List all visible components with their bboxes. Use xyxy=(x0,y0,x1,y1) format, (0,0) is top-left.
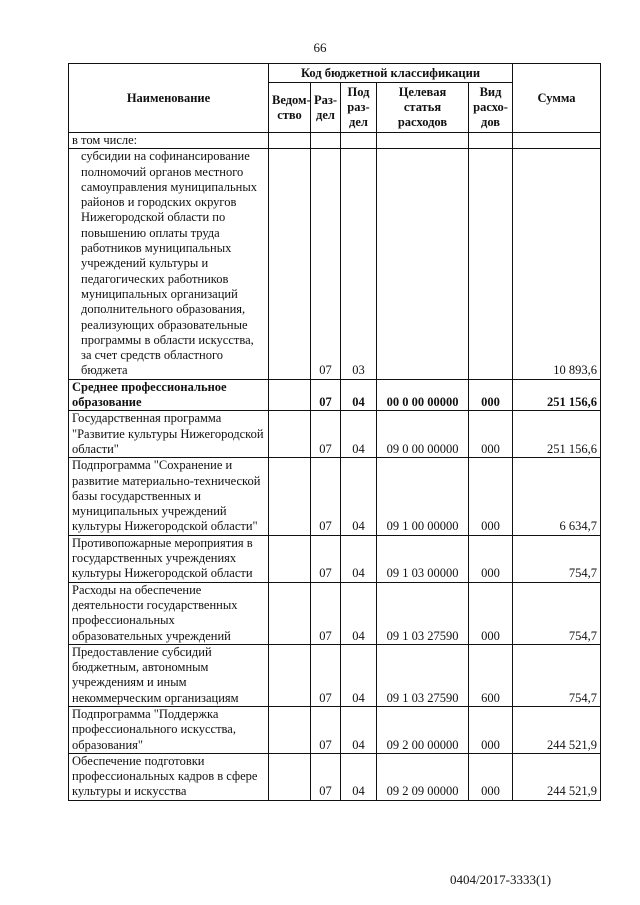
cell-name: Среднее профессиональное образование xyxy=(69,379,269,411)
cell-name: Обеспечение подготовки профессиональных кадров в сфере культуры и искусства xyxy=(69,753,269,800)
cell-section: 07 xyxy=(311,149,341,379)
cell-name: в том числе: xyxy=(69,133,269,149)
cell-target: 09 1 00 00000 xyxy=(377,458,469,535)
cell-expense-type: 600 xyxy=(469,644,513,706)
cell-name: Подпрограмма "Сохранение и развитие материально-технической базы государственных и муниципальных учреждений культуры Нижегородской области" xyxy=(69,458,269,535)
cell-amount xyxy=(513,133,601,149)
cell-target xyxy=(377,149,469,379)
table-row xyxy=(69,149,601,379)
cell-ministry xyxy=(269,133,311,149)
cell-amount: 244 521,9 xyxy=(513,706,601,753)
cell-target: 09 0 00 00000 xyxy=(377,411,469,458)
cell-name: Подпрограмма "Поддержка профессионального искусства, образования" xyxy=(69,706,269,753)
cell-subsection: 04 xyxy=(341,411,377,458)
cell-section xyxy=(311,133,341,149)
cell-expense-type xyxy=(469,149,513,379)
table-row xyxy=(69,535,601,582)
cell-ministry xyxy=(269,411,311,458)
cell-expense-type: 000 xyxy=(469,582,513,644)
cell-section: 07 xyxy=(311,582,341,644)
table-row xyxy=(69,644,601,706)
cell-ministry xyxy=(269,149,311,379)
cell-expense-type: 000 xyxy=(469,411,513,458)
table-row xyxy=(69,458,601,535)
cell-ministry xyxy=(269,582,311,644)
table-body xyxy=(69,133,601,801)
cell-section: 07 xyxy=(311,535,341,582)
cell-ministry xyxy=(269,458,311,535)
table-row xyxy=(69,133,601,149)
header-section: Раз-дел xyxy=(311,83,341,133)
cell-expense-type: 000 xyxy=(469,379,513,411)
cell-target: 00 0 00 00000 xyxy=(377,379,469,411)
cell-subsection: 04 xyxy=(341,706,377,753)
cell-target: 09 1 03 00000 xyxy=(377,535,469,582)
cell-amount: 251 156,6 xyxy=(513,411,601,458)
cell-subsection: 04 xyxy=(341,644,377,706)
cell-amount: 754,7 xyxy=(513,535,601,582)
cell-name: Предоставление субсидий бюджетным, автономным учреждениям и иным некоммерческим организациям xyxy=(69,644,269,706)
header-ministry: Ведом-ство xyxy=(269,83,311,133)
header-amount: Сумма xyxy=(513,64,601,133)
cell-target: 09 2 09 00000 xyxy=(377,753,469,800)
cell-amount: 754,7 xyxy=(513,582,601,644)
cell-target: 09 1 03 27590 xyxy=(377,644,469,706)
cell-ministry xyxy=(269,535,311,582)
header-code-group: Код бюджетной классификации xyxy=(269,64,513,83)
cell-target: 09 1 03 27590 xyxy=(377,582,469,644)
cell-expense-type xyxy=(469,133,513,149)
cell-section: 07 xyxy=(311,644,341,706)
cell-subsection: 04 xyxy=(341,535,377,582)
cell-name: субсидии на софинансирование полномочий органов местного самоуправления муниципальных районов и городских округов Нижегородской области по повышению оплаты труда работников муниципальных учреждений культуры и педагогических работников муниципальных организаций дополнительного образования, реализующих образовательные программы в области искусства, за счет средств областного бюджета xyxy=(69,149,269,379)
cell-amount: 251 156,6 xyxy=(513,379,601,411)
cell-section: 07 xyxy=(311,706,341,753)
cell-ministry xyxy=(269,753,311,800)
cell-section: 07 xyxy=(311,411,341,458)
cell-subsection: 04 xyxy=(341,458,377,535)
cell-target xyxy=(377,133,469,149)
cell-target: 09 2 00 00000 xyxy=(377,706,469,753)
header-subsection: Под раз-дел xyxy=(341,83,377,133)
header-name: Наименование xyxy=(69,64,269,133)
cell-amount: 244 521,9 xyxy=(513,753,601,800)
cell-subsection: 03 xyxy=(341,149,377,379)
cell-subsection: 04 xyxy=(341,582,377,644)
cell-section: 07 xyxy=(311,379,341,411)
cell-section: 07 xyxy=(311,458,341,535)
cell-expense-type: 000 xyxy=(469,753,513,800)
cell-ministry xyxy=(269,706,311,753)
cell-amount: 754,7 xyxy=(513,644,601,706)
cell-name: Государственная программа "Развитие культуры Нижегородской области" xyxy=(69,411,269,458)
cell-amount: 6 634,7 xyxy=(513,458,601,535)
budget-table xyxy=(68,63,601,801)
table-row xyxy=(69,706,601,753)
table-row xyxy=(69,379,601,411)
table-row xyxy=(69,411,601,458)
header-target: Целевая статья расходов xyxy=(377,83,469,133)
cell-expense-type: 000 xyxy=(469,458,513,535)
cell-subsection: 04 xyxy=(341,379,377,411)
cell-subsection: 04 xyxy=(341,753,377,800)
cell-subsection xyxy=(341,133,377,149)
cell-name: Противопожарные мероприятия в государственных учреждениях культуры Нижегородской области xyxy=(69,535,269,582)
table-row xyxy=(69,753,601,800)
header-expense-type: Вид расхо-дов xyxy=(469,83,513,133)
cell-expense-type: 000 xyxy=(469,706,513,753)
cell-name: Расходы на обеспечение деятельности государственных профессиональных образовательных учреждений xyxy=(69,582,269,644)
cell-amount: 10 893,6 xyxy=(513,149,601,379)
cell-expense-type: 000 xyxy=(469,535,513,582)
page-number: 66 xyxy=(313,40,327,55)
table-row xyxy=(69,582,601,644)
cell-ministry xyxy=(269,379,311,411)
cell-section: 07 xyxy=(311,753,341,800)
document-code: 0404/2017-3333(1) xyxy=(450,872,552,887)
cell-ministry xyxy=(269,644,311,706)
